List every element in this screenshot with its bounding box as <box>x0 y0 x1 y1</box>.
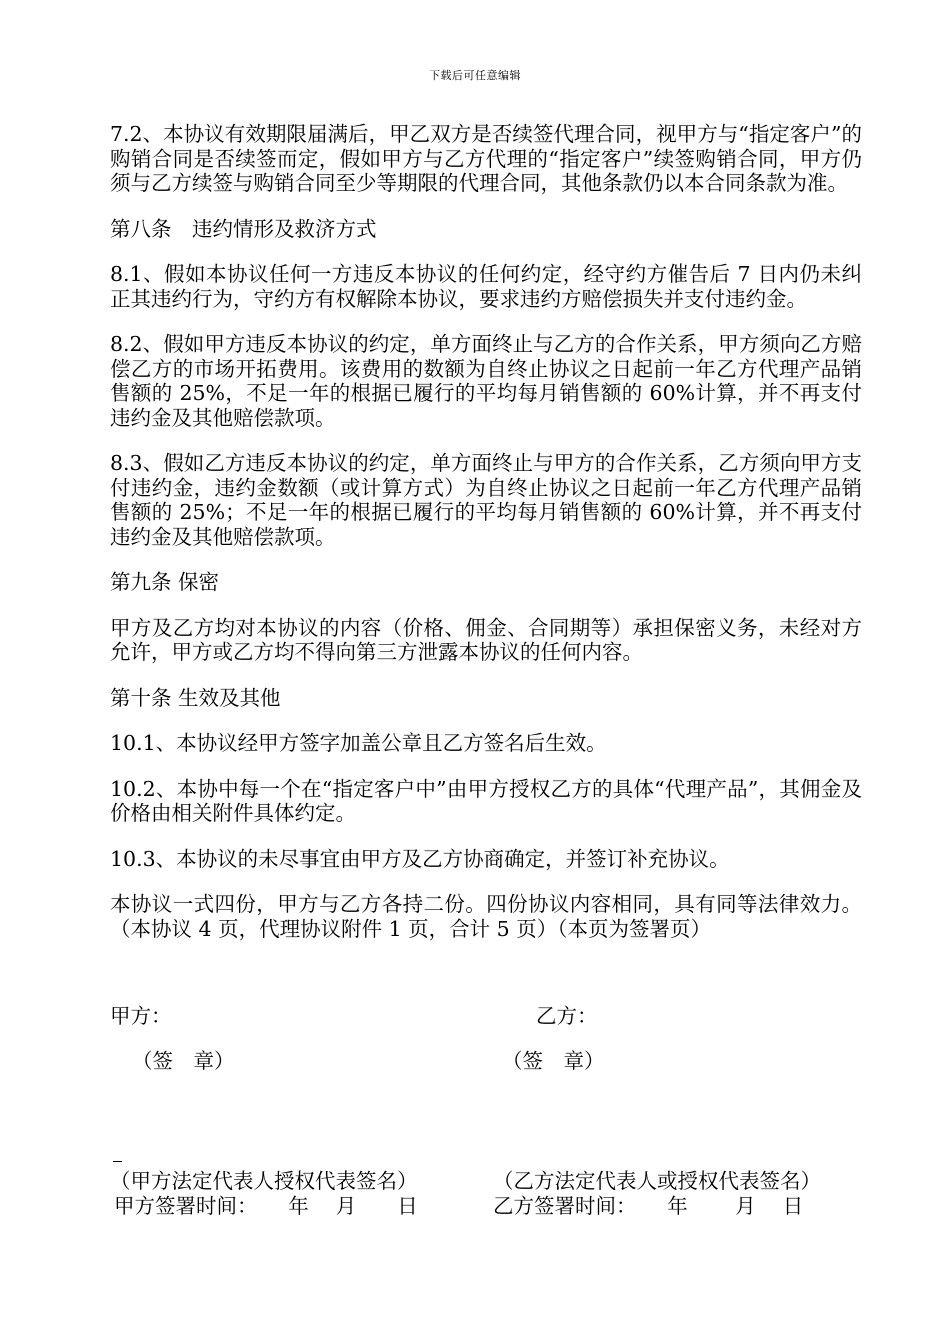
article-10-heading: 第十条 生效及其他 <box>110 685 281 710</box>
confidentiality-clause: 甲方及乙方均对本协议的内容（价格、佣金、合同期等）承担保密义务，未经对方允许，甲方或乙方均不得向第三方泄露本协议的任何内容。 <box>110 615 862 664</box>
clause-10-1: 10.1、本协议经甲方签字加盖公章且乙方签名后生效。 <box>110 731 607 755</box>
clause-10-2: 10.2、本协中每一个在“指定客户中”由甲方授权乙方的具体“代理产品”，其佣金及价格由相关附件具体约定。 <box>110 776 862 825</box>
clause-8-2: 8.2、假如甲方违反本协议的约定，单方面终止与乙方的合作关系，甲方须向乙方赔偿乙方的市场开拓费用。该费用的数额为自终止协议之日起前一年乙方代理产品销售额的 25%，不足一年的根据已履行的平均每月销售额的 60%计算，并不再支付违约金及其他赔偿款项。 <box>110 332 862 430</box>
party-b-sign-date: 乙方签署时间： 年 月 日 <box>493 1194 804 1218</box>
header-note: 下载后可任意编辑 <box>429 69 521 82</box>
clause-8-3: 8.3、假如乙方违反本协议的约定，单方面终止与甲方的合作关系，乙方须向甲方支付违约金，违约金数额（或计算方式）为自终止协议之日起前一年乙方代理产品销售额的 25%；不足一年的根据已履行的平均每月销售额的 60%计算，并不再支付违约金及其他赔偿款项。 <box>110 451 862 549</box>
party-b-representative: （乙方法定代表人或授权代表签名） <box>493 1169 821 1193</box>
party-a-seal: （签 章） <box>132 1049 235 1073</box>
article-8-heading: 第八条 违约情形及救济方式 <box>110 216 377 241</box>
article-9-heading: 第九条 保密 <box>110 570 220 594</box>
clause-8-1: 8.1、假如本协议任何一方违反本协议的任何约定，经守约方催告后 7 日内仍未纠正其违约行为，守约方有权解除本协议，要求违约方赔偿损失并支付违约金。 <box>110 262 862 311</box>
party-a-representative: （甲方法定代表人授权代表签名） <box>110 1169 418 1193</box>
party-b-seal: （签 章） <box>502 1049 605 1073</box>
copies-clause: 本协议一式四份，甲方与乙方各持二份。四份协议内容相同，具有同等法律效力。（本协议 4 页，代理协议附件 1 页，合计 5 页）（本页为签署页） <box>110 892 862 941</box>
party-b-label: 乙方： <box>536 1004 598 1028</box>
party-a-sign-date: 甲方签署时间： 年 月 日 <box>114 1194 418 1218</box>
clause-10-3: 10.3、本协议的未尽事宜由甲方及乙方协商确定，并签订补充协议。 <box>110 846 730 871</box>
document-body <box>110 122 862 962</box>
party-a-label: 甲方： <box>110 1004 172 1028</box>
signature-rule <box>113 1161 122 1162</box>
clause-7-2: 7.2、本协议有效期限届满后，甲乙双方是否续签代理合同，视甲方与“指定客户”的购销合同是否续签而定，假如甲方与乙方代理的“指定客户”续签购销合同，甲方仍须与乙方续签与购销合同至少等期限的代理合同，其他条款仍以本合同条款为准。 <box>110 122 862 195</box>
